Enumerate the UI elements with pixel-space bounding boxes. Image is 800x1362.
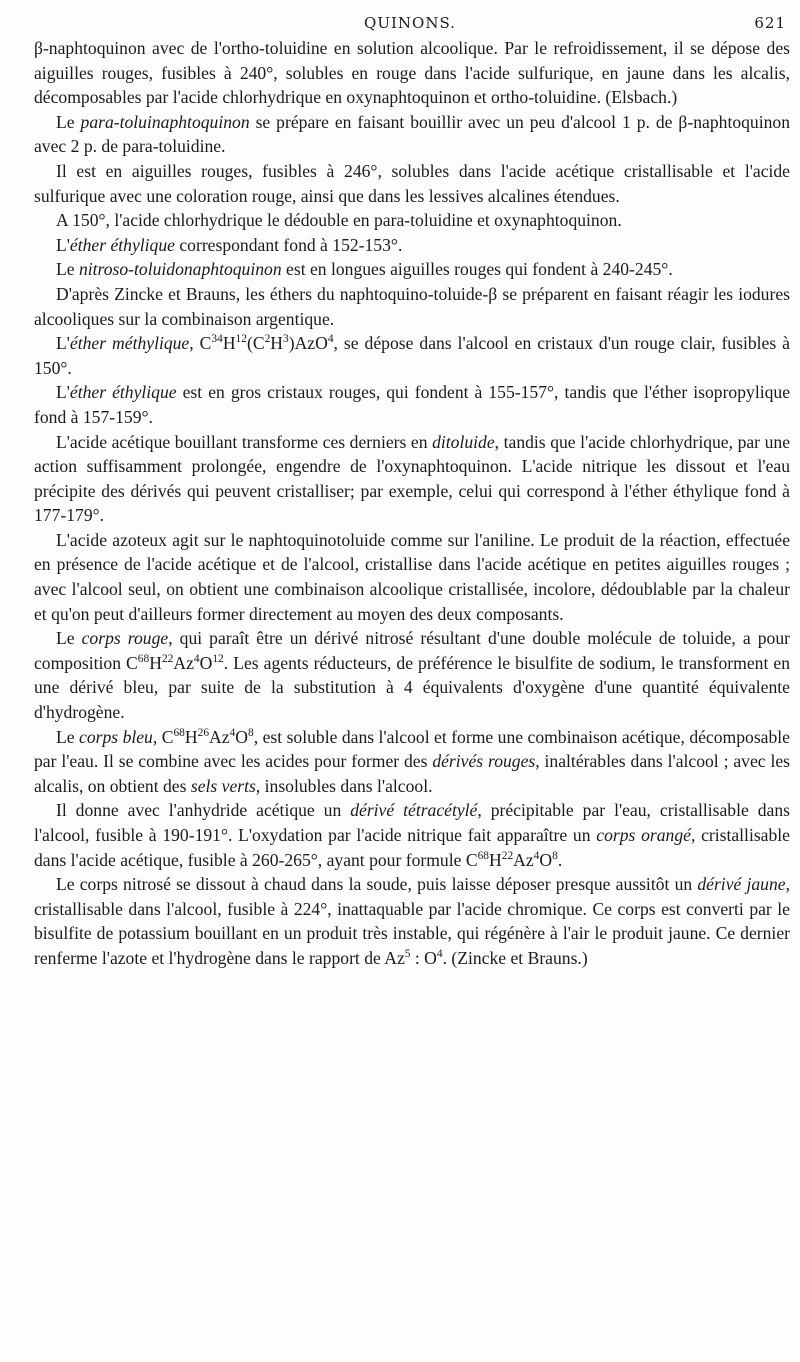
italic-term: corps rouge <box>81 628 169 649</box>
superscript: 4 <box>327 333 334 346</box>
text-run: , précipitable par l'eau, cristallisable dans l'alcool, fusible à 190-191°. L'oxydation par l'acide nitrique fait apparaître un <box>34 800 790 845</box>
paragraph-p8 <box>34 331 790 380</box>
text-run: O <box>235 726 248 747</box>
paragraph-p5 <box>34 233 790 258</box>
text-run: D'après Zincke et Brauns, les éthers du naphtoquino-toluide-β se préparent en faisant réagir les iodures alcooliques sur la combinaison argentique. <box>34 283 790 329</box>
text-run: , C <box>189 333 212 354</box>
italic-term: nitroso-toluidonaphtoquinon <box>78 259 282 280</box>
superscript: 22 <box>501 849 514 862</box>
text-run: : O <box>410 947 437 968</box>
page-number: 621 <box>754 14 786 32</box>
text-run: Az <box>513 849 534 870</box>
text-run: O <box>539 849 553 870</box>
superscript: 8 <box>552 849 558 862</box>
paragraph-p14 <box>34 798 790 872</box>
text-run: Il est en aiguilles rouges, fusibles à 246°, solubles dans l'acide acétique cristallisable et l'acide sulfurique avec une coloration rouge, ainsi que dans les lessives alcalines étendues. <box>34 160 790 206</box>
text-run: , est soluble dans l'alcool et forme une combinaison acétique, décomposable par l'eau. Il se combine avec les acides pour former des <box>34 726 790 772</box>
text-run: Le <box>56 726 80 747</box>
superscript: 2 <box>264 333 271 346</box>
superscript: 12 <box>235 333 247 346</box>
superscript: 4 <box>533 849 540 862</box>
running-head: QUINONS. <box>364 14 456 32</box>
italic-term: éther éthylique <box>69 382 177 403</box>
superscript: 26 <box>197 726 210 739</box>
text-run: Le <box>56 111 81 132</box>
text-run: O <box>199 652 213 673</box>
paragraph-p10 <box>34 430 790 528</box>
text-run: . <box>557 849 563 870</box>
text-run: Il donne avec l'anhydride acétique un <box>56 800 351 821</box>
superscript: 5 <box>404 948 411 961</box>
text-run: (C <box>246 333 265 354</box>
italic-term: dérivé jaune <box>697 874 786 895</box>
body-text <box>34 36 790 971</box>
superscript: 8 <box>248 726 254 739</box>
text-run: L' <box>56 382 70 403</box>
page-header <box>34 14 786 36</box>
paragraph-p4 <box>34 208 790 233</box>
paragraph-p2 <box>34 110 790 159</box>
text-run: H <box>222 333 236 354</box>
italic-term: corps bleu <box>79 726 153 747</box>
italic-term: sels verts <box>190 775 256 796</box>
paragraph-p7 <box>34 282 790 331</box>
text-run: correspondant fond à 152-153°. <box>174 234 403 255</box>
text-run: est en gros cristaux rouges, qui fondent à 155-157°, tandis que l'éther isopropylique fond à 157-159°. <box>34 382 791 427</box>
paragraph-p11 <box>34 528 790 626</box>
text-run: , tandis que l'acide chlorhydrique, par une action suffisamment prolongée, engendre de l'oxynaphtoquinon. L'acide nitrique les dissout et l'eau précipite des dérivés qui peuvent cristalliser; par exemple, celui qui correspond à l'éther éthylique fond à 177-179°. <box>34 431 791 526</box>
text-run: , se dépose dans l'alcool en cristaux d'un rouge clair, fusibles à 150°. <box>34 333 790 378</box>
superscript: 22 <box>161 652 174 665</box>
text-run: H <box>270 333 283 354</box>
text-run: , cristallisable dans l'alcool, fusible à 224°, inattaquable par l'acide chromique. Ce corps est converti par le bisulfite de potassium bouillant en un produit très instable, qui régénère à l'air le produit jaune. Ce dernier renferme l'azote et l'hydrogène dans le rapport de Az <box>34 874 790 968</box>
paragraph-p3 <box>34 159 790 208</box>
paragraph-p15 <box>34 872 790 970</box>
text-run: L' <box>56 333 70 354</box>
text-run: H <box>184 726 198 747</box>
text-run: Az <box>209 726 230 747</box>
italic-term: dérivés rouges <box>432 751 536 772</box>
text-run: L' <box>56 234 70 255</box>
text-run: Le <box>56 259 79 280</box>
superscript: 34 <box>211 333 223 346</box>
superscript: 4 <box>229 726 236 739</box>
text-run: H <box>149 652 162 673</box>
superscript: 3 <box>283 333 289 346</box>
superscript: 68 <box>477 849 489 862</box>
text-run: Le corps nitrosé se dissout à chaud dans la soude, puis laisse déposer presque aussitôt un <box>56 874 698 895</box>
paragraph-p9 <box>34 380 790 429</box>
italic-term: dérivé tétracétylé <box>350 800 478 821</box>
superscript: 4 <box>436 948 443 961</box>
text-run: Az <box>173 652 194 673</box>
italic-term: éther méthylique <box>69 333 190 354</box>
text-run: . (Zincke et Brauns.) <box>442 947 588 968</box>
superscript: 12 <box>212 652 224 665</box>
text-run: )AzO <box>288 333 328 354</box>
text-run: L'acide acétique bouillant transforme ces derniers en <box>56 431 433 452</box>
superscript: 68 <box>173 726 185 739</box>
paragraph-p12 <box>34 626 790 724</box>
italic-term: ditoluide <box>432 431 495 452</box>
text-run: , inaltérables dans l'alcool ; avec les alcalis, on obtient des <box>34 751 790 796</box>
text-run: , insolubles dans l'alcool. <box>255 775 433 796</box>
text-run: A 150°, l'acide chlorhydrique le dédouble en para-toluidine et oxynaphtoquinon. <box>56 210 622 231</box>
text-run: . Les agents réducteurs, de préférence le bisulfite de sodium, le transforment en une dérivé bleu, par suite de la substitution à 4 équivalents d'oxygène d'une quantité équivalente d'hydrogène. <box>34 652 790 723</box>
text-run: se prépare en faisant bouillir avec un peu d'alcool 1 p. de β-naphtoquinon avec 2 p. de para-toluidine. <box>34 111 790 157</box>
text-run: Le <box>56 628 82 649</box>
text-run: β-naphtoquinon avec de l'ortho-toluidine en solution alcoolique. Par le refroidissement, il se dépose des aiguilles rouges, fusibles à 240°, solubles en rouge dans l'acide sulfurique, en jaune dans les alcalis, décomposables par l'acide chlorhydrique en oxynaphtoquinon et ortho-toluidine. (Elsbach.) <box>34 38 790 108</box>
superscript: 68 <box>137 652 150 665</box>
paragraph-p1 <box>34 36 790 110</box>
italic-term: éther éthylique <box>69 234 175 255</box>
text-run: , cristallisable dans l'acide acétique, fusible à 260-265°, ayant pour formule C <box>34 825 790 870</box>
superscript: 4 <box>193 652 200 665</box>
text-run: H <box>489 849 502 870</box>
paragraph-p6 <box>34 257 790 282</box>
paragraph-p13 <box>34 725 790 799</box>
text-run: , C <box>152 726 174 747</box>
text-run: , qui paraît être un dérivé nitrosé résultant d'une double molécule de toluide, a pour composition C <box>34 628 790 673</box>
italic-term: corps orangé <box>596 825 691 845</box>
italic-term: para-toluinaphtoquinon <box>80 111 250 132</box>
text-run: est en longues aiguilles rouges qui fondent à 240-245°. <box>281 259 673 280</box>
text-run: L'acide azoteux agit sur le naphtoquinotoluide comme sur l'aniline. Le produit de la réaction, effectuée en présence de l'acide acétique et de l'alcool, cristallise dans l'acide acétique en petites aiguilles rouges ; avec l'alcool seul, on obtient une combinaison alcoolique cristallisée, incolore, dédoublable par la chaleur et qu'on peut d'ailleurs former directement au moyen des deux composants. <box>34 529 790 624</box>
